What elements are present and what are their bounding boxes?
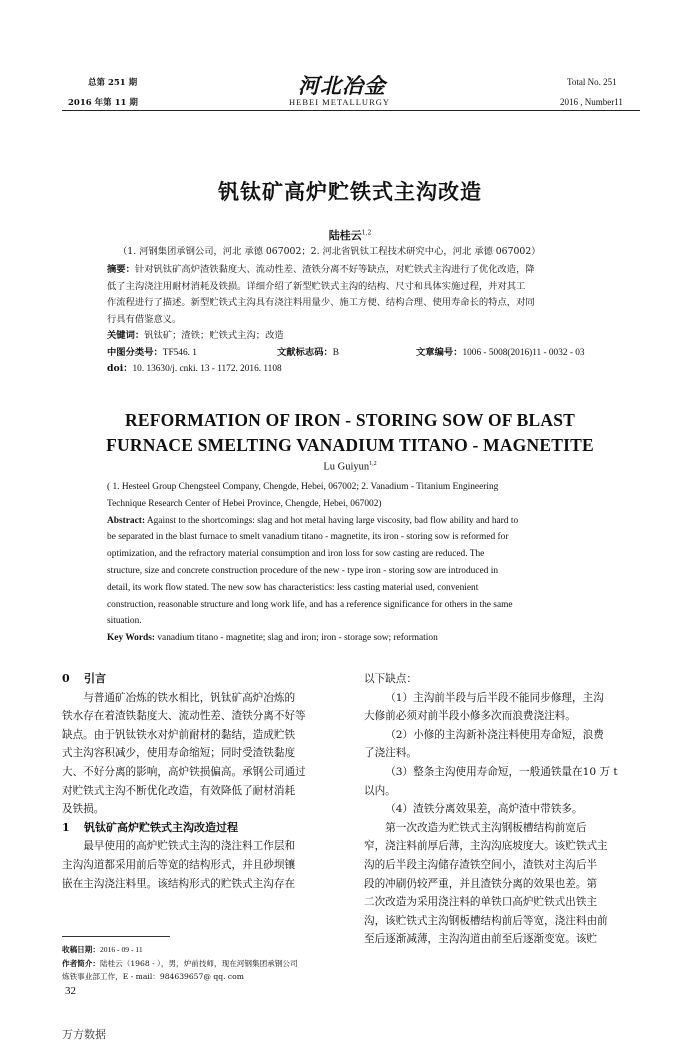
body-line: 与普通矿冶炼的铁水相比，钒钛矿高炉冶炼的: [83, 691, 296, 704]
affiliation-en-line: ( 1. Hesteel Group Chengsteel Company, Chengde, Hebei, 067002; 2. Vanadium - Titanium Engineering: [107, 482, 499, 492]
body-line: 大、不好分离的影响，高炉铁损偏高。承钢公司通过: [62, 765, 306, 778]
body-line: 主沟沟道都采用前后等宽的结构形式，并且砂坝镶: [62, 858, 296, 871]
journal-logo: 河北冶金: [298, 73, 386, 98]
abstract-cn-line: 作流程进行了描述。新型贮铁式主沟具有浇注料用量少、施工方便、结构合理、使用寿命长的特点，对同: [107, 297, 535, 308]
author-cn-sup: 1,2: [361, 229, 372, 237]
doc-code: B: [332, 347, 339, 358]
abstract-en-line: construction, reasonable structure and long work life, and has a reference significance for others in the same: [107, 599, 513, 610]
body-line: 第一次改造为贮铁式主沟钢板槽结构前宽后: [385, 821, 587, 834]
doi-label: doi：: [107, 363, 133, 374]
clc-code: TF546. 1: [162, 347, 197, 358]
body-line: 沟的后半段主沟储存渣铁空间小，渣铁对主沟后半: [364, 858, 598, 871]
header-issue-year: 2016 年第 11 期: [68, 98, 138, 108]
doi: 10. 13630/j. cnki. 13 - 1172. 2016. 1108: [132, 364, 282, 374]
abstract-cn-line: 行具有借鉴意义。: [107, 313, 182, 325]
section-number: 1: [62, 820, 70, 834]
body-line: 以下缺点：: [364, 673, 417, 685]
header-year-no: 2016 , Number11: [560, 97, 623, 107]
author-en: Lu Guiyun: [323, 461, 370, 473]
bio-line: 炼铁事业部工作，E - mail：984639657@ qq. com: [62, 972, 244, 981]
clc-label: 中图分类号：: [107, 346, 163, 358]
body-line: 铁水存在着渣铁黏度大、流动性差、渣铁分离不好等: [62, 710, 306, 723]
bio-label: 作者简介：: [62, 958, 100, 968]
body-line: 以内。: [364, 784, 396, 797]
author-en-line: [0, 461, 700, 473]
page-number: 32: [65, 985, 76, 997]
body-line: 式主沟容积减少，使用寿命缩短；同时受渣铁黏度: [62, 747, 296, 760]
section-heading-0: [62, 670, 336, 689]
keywords-en-label: Key Words:: [107, 633, 156, 644]
body-line: 沟，该贮铁式主沟钢板槽结构前后等宽，浇注料由前: [364, 914, 608, 927]
body-line: 及铁损。: [62, 803, 105, 816]
author-cn: 陆桂云: [328, 229, 362, 242]
keywords-cn-label: 关键词：: [107, 330, 145, 341]
section-title: 引言: [84, 672, 106, 685]
footnote-rule: [62, 936, 170, 937]
body-line: 最早使用的高炉贮铁式主沟的浇注料工作层和: [83, 840, 296, 853]
doc-code-label: 文献标志码：: [277, 346, 333, 358]
abstract-cn-line: 针对钒钛矿高炉渣铁黏度大、流动性差、渣铁分离不好等缺点，对贮铁式主沟进行了优化改造，降: [134, 264, 535, 275]
body-line: 对贮铁式主沟不断优化改造，有效降低了耐材消耗: [62, 784, 296, 797]
bio-line: 陆桂云（1968 - ），男，炉前技师，现在河钢集团承钢公司: [99, 958, 298, 968]
abstract-en: [107, 479, 593, 647]
footnote: [62, 943, 342, 984]
body-line: 嵌在主沟浇注料里。该结构形式的贮铁式主沟存在: [62, 877, 296, 890]
classification-line: [107, 345, 601, 362]
body-line: （1）主沟前半段与后半段不能同步修理，主沟: [385, 691, 604, 704]
body-line: 二次改造为采用浇注料的单铁口高炉贮铁式出铁主: [364, 896, 598, 909]
abstract-cn-label: 摘要：: [107, 264, 135, 275]
abstract-en-line: structure, size and concrete construction procedure of the new - type iron - storing sow are introduced in: [107, 565, 499, 576]
abstract-en-line: detail, its work flow stated. The new sow has characteristics: less casting material used, convenient: [107, 582, 479, 593]
body-line: （2）小修的主沟新补浇注料使用寿命短，浪费: [385, 728, 604, 741]
left-column: [62, 670, 336, 893]
title-en-line: REFORMATION OF IRON - STORING SOW OF BLAST: [124, 410, 575, 430]
header-total-no: Total No. 251: [567, 77, 617, 87]
title-cn: 钒钛矿高炉贮铁式主沟改造: [218, 180, 482, 204]
abstract-en-label: Abstract:: [107, 515, 146, 526]
header-rule: [62, 110, 640, 111]
journal-name-en: HEBEI METALLURGY: [289, 97, 391, 107]
abstract-cn-line: 低了主沟浇注用耐材消耗及铁损。详细介绍了新型贮铁式主沟的结构、尺寸和具体实施过程，并对其工: [107, 280, 526, 292]
body-line: （3）整条主沟使用寿命短，一般通铁量在10 万 t: [385, 765, 618, 778]
abstract-en-line: optimization, and the refractory material consumption and iron loss for sow casting are reduced. The: [107, 549, 485, 560]
keywords-cn: 钒钛矿；渣铁；贮铁式主沟；改造: [144, 330, 284, 341]
title-en-line: FURNACE SMELTING VANADIUM TITANO - MAGNETITE: [106, 435, 594, 455]
article-no: 1006 - 5008(2016)11 - 0032 - 03: [462, 347, 585, 358]
affiliation-en-line: Technique Research Center of Hebei Province, Chengde, Hebei, 067002): [107, 498, 382, 509]
abstract-en-line: Against to the shortcomings: slag and hot metal having large viscosity, bad flow ability and hard to: [145, 515, 519, 526]
body-line: （4）渣铁分离效果差，高炉渣中带铁多。: [385, 803, 583, 816]
body-line: 大修前必须对前半段小修多次而浪费浇注料。: [364, 710, 576, 723]
right-column: [364, 670, 640, 949]
abstract-cn: [107, 262, 601, 378]
abstract-en-line: situation.: [107, 616, 142, 627]
author-en-sup: 1,2: [369, 461, 377, 467]
body-line: 至后逐渐减薄，主沟沟道由前至后逐渐变宽。该贮: [364, 933, 598, 946]
section-title: 钒钛矿高炉贮铁式主沟改造过程: [84, 820, 238, 834]
watermark: 万方数据: [62, 1028, 106, 1041]
abstract-en-line: be separated in the blast furnace to smelt vanadium titano - magnetite, its iron - storing sow is reformed for: [107, 532, 509, 543]
received-date: 2016 - 09 - 11: [99, 945, 143, 954]
body-line: 段的冲刷仍较严重，并且渣铁分离的效果也差。第: [364, 877, 598, 890]
author-cn-line: [0, 227, 700, 243]
body-line: 了浇注料。: [364, 747, 417, 760]
article-no-label: 文章编号：: [416, 346, 463, 358]
body-line: 窄，浇注料前厚后薄，主沟沟底坡度大。该贮铁式主: [364, 840, 608, 853]
header-issue-total: 总第 251 期: [88, 78, 138, 88]
keywords-en: vanadium titano - magnetite; slag and iron; iron - storage sow; reformation: [155, 633, 438, 644]
section-number: 0: [62, 672, 70, 685]
received-label: 收稿日期：: [62, 945, 100, 954]
body-line: 缺点。由于钒钛铁水对炉前耐材的黏结，造成贮铁: [62, 728, 296, 741]
section-heading-1: [62, 819, 336, 838]
affiliation-cn: （1. 河钢集团承钢公司，河北 承德 067002；2. 河北省钒钛工程技术研究中心，河北 承德 067002）: [118, 246, 541, 257]
